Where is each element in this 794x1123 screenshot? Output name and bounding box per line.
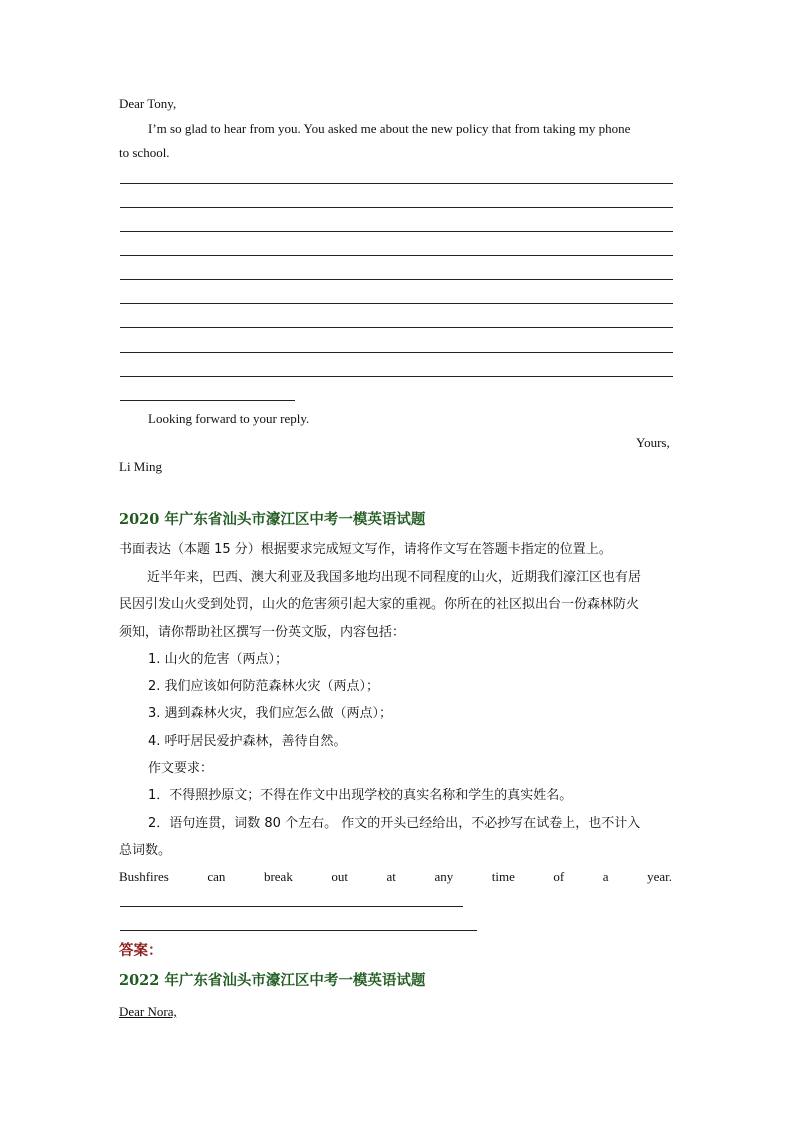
letter-closing: Looking forward to your reply. — [148, 411, 310, 426]
writing-line — [120, 231, 673, 232]
content-item-2: 2. 我们应该如何防范森林火灾（两点）； — [148, 679, 380, 694]
letter-body-line-1: I’m so glad to hear from you. You asked me about the new policy that from taking my phone — [148, 121, 631, 136]
prompt-line-3: 须知，请你帮助社区撰写一份英文版，内容包括： — [119, 625, 406, 640]
writing-line — [120, 207, 673, 208]
prompt-line-2: 民因引发山火受到处罚，山火的危害须引起大家的重视。你所在的社区拟出台一份森林防火 — [119, 597, 640, 612]
writing-line — [120, 279, 673, 280]
opening-word: out — [331, 869, 348, 884]
opening-word: year. — [647, 869, 672, 884]
content-item-3: 3. 遇到森林火灾，我们应怎么做（两点）； — [148, 706, 393, 721]
section-2022-title: 2022 年广东省汕头市濠江区中考一模英语试题 — [119, 972, 426, 989]
writing-line-short — [120, 400, 295, 401]
opening-word: can — [207, 869, 226, 884]
section-2020-title: 2020 年广东省汕头市濠江区中考一模英语试题 — [119, 511, 426, 528]
requirement-2-line-1: 2．语句连贯，词数 80 个左右。 作文的开头已经给出，不必抄写在试卷上，也不计入 — [148, 816, 641, 831]
content-item-4: 4. 呼吁居民爱护森林，善待自然。 — [148, 734, 347, 749]
writing-line — [120, 183, 673, 184]
letter-body-line-2: to school. — [119, 145, 170, 160]
answer-label: 答案： — [119, 942, 163, 959]
opening-word: break — [263, 869, 293, 884]
opening-word: of — [553, 869, 565, 884]
writing-line — [120, 376, 673, 377]
opening-word: any — [434, 869, 454, 884]
prompt-line-1: 近半年来，巴西、澳大利亚及我国多地均出现不同程度的山火，近期我们濠江区也有居 — [147, 570, 642, 585]
content-item-1: 1. 山火的危害（两点）； — [148, 652, 289, 667]
opening-word: Bushfires — [119, 869, 169, 884]
opening-word: at — [386, 869, 396, 884]
section-2020-instruction: 书面表达（本题 15 分）根据要求完成短文写作，请将作文写在答题卡指定的位置上。 — [119, 542, 612, 557]
writing-line — [120, 906, 463, 907]
requirement-1: 1．不得照抄原文；不得在作文中出现学校的真实名称和学生的真实姓名。 — [148, 788, 573, 803]
letter-signoff: Yours, — [636, 435, 670, 450]
essay-opening-sentence — [119, 869, 672, 885]
writing-line — [120, 930, 477, 931]
letter-name: Li Ming — [119, 459, 162, 474]
writing-line — [120, 303, 673, 304]
answer-letter-greeting: Dear Nora, — [119, 1004, 177, 1019]
writing-line — [120, 255, 673, 256]
requirement-2-line-2: 总词数。 — [119, 843, 172, 858]
writing-line — [120, 352, 673, 353]
writing-line — [120, 327, 673, 328]
letter-greeting: Dear Tony, — [119, 96, 177, 111]
opening-word: a — [602, 869, 609, 884]
opening-word: time — [491, 869, 515, 884]
requirements-title: 作文要求： — [148, 761, 214, 776]
